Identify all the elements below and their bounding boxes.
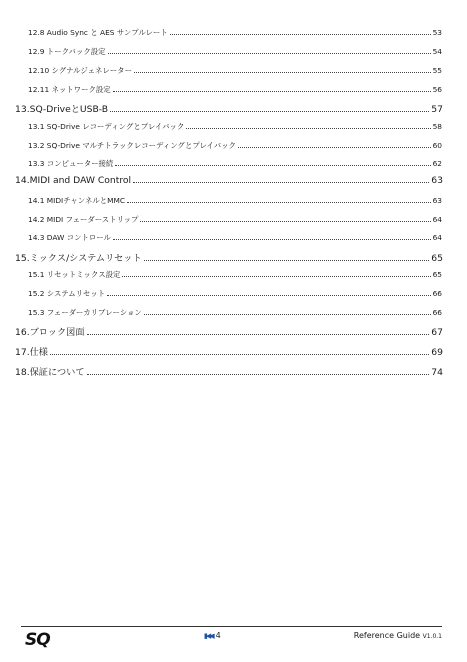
- toc-entry-title: 12.8 Audio Sync と AES サンプルレート: [28, 28, 168, 37]
- toc-leader-dots: [107, 295, 430, 296]
- sq-logo: SQ: [25, 630, 50, 650]
- toc-entry[interactable]: [28, 121, 442, 132]
- toc-entry-title: 12.11 ネットワーク設定: [28, 85, 111, 94]
- toc-entry-page: 56: [432, 85, 442, 94]
- toc-entry[interactable]: [28, 27, 442, 38]
- toc-leader-dots: [50, 354, 429, 355]
- toc-entry-page: 65: [431, 253, 443, 264]
- toc-entry[interactable]: [15, 344, 443, 358]
- toc-entry[interactable]: [28, 84, 442, 95]
- toc-leader-dots: [186, 128, 430, 129]
- toc-leader-dots: [113, 91, 431, 92]
- toc-entry-page: 58: [432, 122, 442, 131]
- toc-leader-dots: [113, 239, 431, 240]
- toc-entry-title: 15.1 リセットミックス設定: [28, 270, 121, 279]
- toc-entry-title: 15.2 システムリセット: [28, 289, 106, 298]
- toc-entry-page: 66: [432, 308, 442, 317]
- toc-entry-title: 12.9 トークバック設定: [28, 47, 106, 56]
- toc-entry[interactable]: [28, 158, 442, 169]
- toc-leader-dots: [170, 34, 431, 35]
- document-reference: [354, 631, 442, 640]
- toc-leader-dots: [144, 260, 430, 261]
- toc-entry-title: 14.3 DAW コントロール: [28, 233, 111, 242]
- footer-divider: [21, 626, 442, 627]
- toc-entry[interactable]: [28, 46, 442, 57]
- toc-entry[interactable]: [15, 101, 443, 115]
- toc-entry-title: 14.MIDI and DAW Control: [15, 175, 132, 186]
- toc-entry[interactable]: [28, 140, 442, 151]
- toc-entry[interactable]: [28, 269, 442, 280]
- toc-entry-page: 57: [431, 104, 443, 115]
- toc-leader-dots: [140, 221, 430, 222]
- toc-entry-title: 15.ミックス/システムリセット: [15, 253, 142, 264]
- toc-entry-title: 13.3 コンピューター接続: [28, 159, 114, 168]
- toc-entry-page: 63: [431, 175, 443, 186]
- toc-entry[interactable]: [15, 324, 443, 338]
- doc-version: V1.0.1: [422, 633, 442, 640]
- toc-entry[interactable]: [15, 175, 443, 186]
- toc-leader-dots: [144, 314, 431, 315]
- toc-leader-dots: [87, 374, 430, 375]
- toc-entry[interactable]: [28, 65, 442, 76]
- toc-leader-dots: [238, 147, 431, 148]
- toc-entry-page: 67: [431, 327, 443, 338]
- toc-leader-dots: [115, 165, 430, 166]
- toc-entry-page: 69: [431, 347, 443, 358]
- toc-entry[interactable]: [28, 307, 442, 318]
- toc-entry[interactable]: [28, 288, 442, 299]
- toc-entry-page: 74: [431, 367, 443, 378]
- toc-leader-dots: [134, 72, 431, 73]
- toc-leader-dots: [110, 111, 429, 112]
- page-indicator: [204, 631, 221, 640]
- toc-entry[interactable]: [28, 195, 442, 206]
- toc-entry-title: 13.1 SQ-Drive レコーディングとプレイバック: [28, 122, 185, 131]
- toc-leader-dots: [133, 182, 429, 183]
- toc-entry-page: 53: [432, 28, 442, 37]
- page-number: 4: [215, 631, 221, 640]
- toc-entry-page: 54: [432, 47, 442, 56]
- toc-entry-title: 13.SQ-DriveとUSB-B: [15, 104, 109, 115]
- toc-entry[interactable]: [15, 250, 443, 264]
- toc-entry-page: 63: [432, 196, 442, 205]
- toc-leader-dots: [127, 202, 431, 203]
- toc-entry-page: 62: [432, 159, 442, 168]
- toc-entry[interactable]: [28, 214, 442, 225]
- toc-entry-title: 17.仕様: [15, 347, 48, 358]
- toc-entry-title: 14.2 MIDI フェーダーストリップ: [28, 215, 139, 224]
- toc-entry-page: 60: [432, 141, 442, 150]
- toc-entry-page: 64: [432, 233, 442, 242]
- toc-entry-title: 12.10 シグナルジェネレーター: [28, 66, 132, 75]
- doc-title: Reference Guide: [353, 631, 421, 640]
- toc-entry-page: 55: [432, 66, 442, 75]
- toc-entry[interactable]: [15, 364, 443, 378]
- toc-entry-title: 15.3 フェーダーカリブレーション: [28, 308, 142, 317]
- toc-entry-title: 16.ブロック図面: [15, 327, 85, 338]
- toc-entry[interactable]: [28, 232, 442, 243]
- toc-entry-title: 14.1 MIDIチャンネルとMMC: [28, 196, 126, 205]
- skip-back-icon[interactable]: ▮◀◀: [204, 631, 213, 640]
- toc-entry-title: 13.2 SQ-Drive マルチトラックレコーディングとプレイバック: [28, 141, 236, 150]
- toc-entry-page: 64: [432, 215, 442, 224]
- toc-entry-page: 66: [432, 289, 442, 298]
- toc-leader-dots: [87, 334, 430, 335]
- toc-leader-dots: [108, 53, 431, 54]
- toc-leader-dots: [122, 276, 430, 277]
- toc-entry-title: 18.保証について: [15, 367, 85, 378]
- toc-entry-page: 65: [432, 270, 442, 279]
